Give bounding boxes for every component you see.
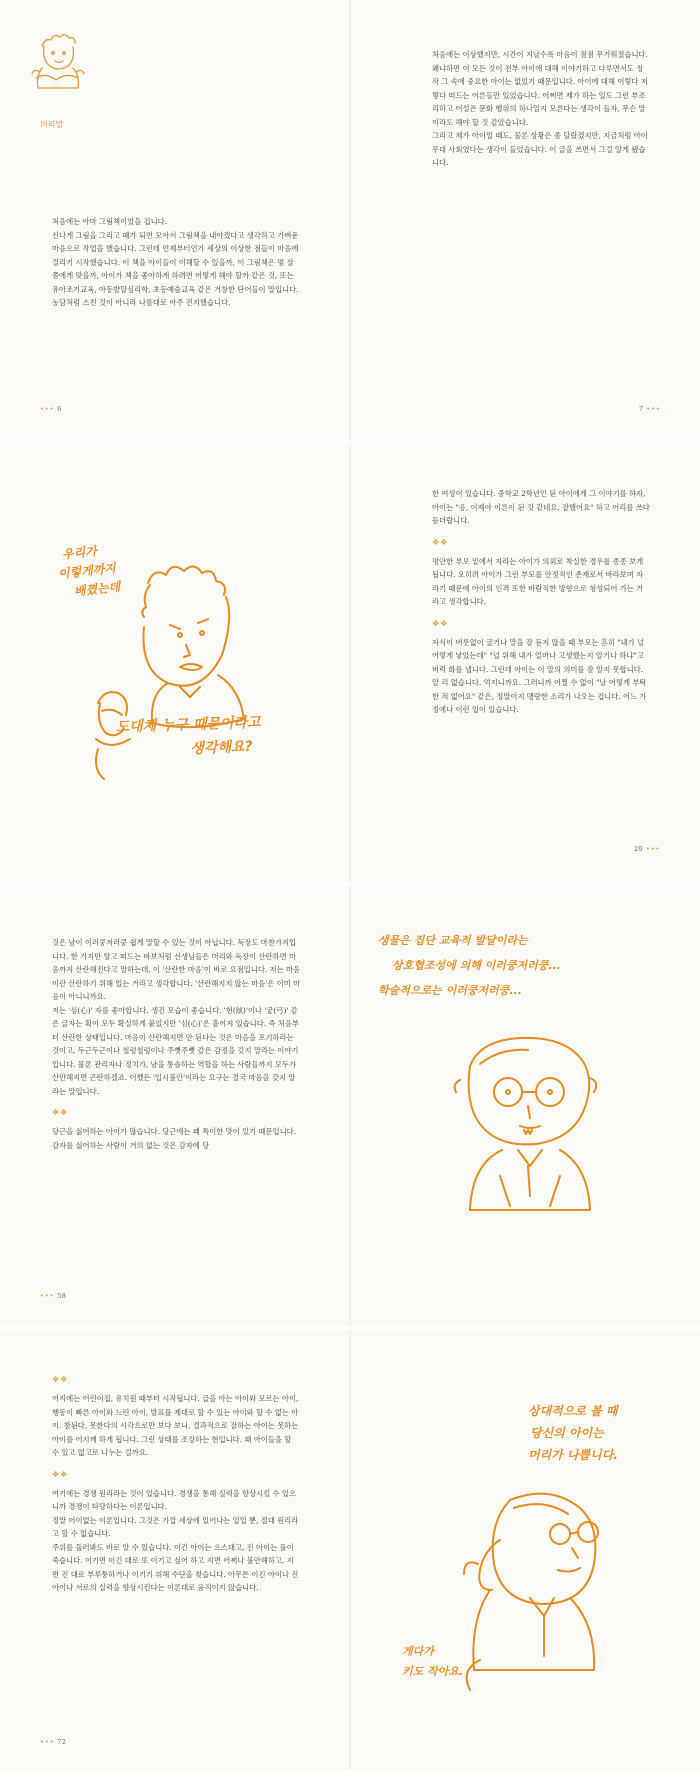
spread-preface xyxy=(0,0,700,440)
page-6 xyxy=(0,0,350,440)
illustration-page-professor xyxy=(350,886,700,1326)
section-separator: ❖❖ xyxy=(432,537,449,547)
paragraph: 신나게 그림을 그리고 때가 되면 모아서 그림책을 내야겠다고 생각하고 가벼운 마음으로 작업을 했습니다. 그런데 언제부터인가 세상의 이상한 점들이 마음에 걸리기 시작했습니다. 이 책을 아이들이 이해할 수 있을까, 이 그림책은 몇 살쯤에게 맞을까, 아이가 책을 좋아하게 하려면 어떻게 해야 할까 같은 것, 또는 유아조기교육, 아동발달심리학, 초등예술교육 같은 거창한 단어들이 말입니다. 농담처럼 스친 것이 아니라 나름대로 아주 진지했습니다. xyxy=(52,230,299,307)
paragraph: 처음에는 아마 그림책이었을 겁니다. xyxy=(52,217,168,226)
professor-illustration xyxy=(440,1026,620,1236)
handwritten-note-bottom: 도대체 누구 때문이라고 생각해요? xyxy=(115,714,261,757)
paragraph: 평안한 부모 밑에서 자라는 아이가 의외로 착실한 경우를 종종 보게 됩니다. 오히려 아이가 그런 부모를 안정적인 존재로서 바라보며 자라기 때문에 아이의 인격 또한 바람직한 방향으로 형성되어 가는 거라고 생각합니다. xyxy=(432,556,644,606)
section-separator: ❖❖ xyxy=(52,1375,69,1384)
body-text xyxy=(52,1374,300,1595)
paragraph: 자식이 버릇없이 굴거나 말을 잘 듣지 않을 때 부모는 흔히 "내가 널 어떻게 낳았는데" "널 위해 내가 얼마나 고생했는지 알기나 하냐"고 버럭 화를 냅니다. 그런데 아이는 이 말의 의미를 잘 알지 못합니다. 알 리 없습니다. 억지니까요. 그러니까 어쩔 수 없이 "날 어떻게 부탁한 적 없어요" 같은, 정말이지 맹랑한 소리가 나오는 겁니다. 어느 가정에나 이런 일이 있습니다. xyxy=(432,637,647,714)
section-separator: ❖❖ xyxy=(52,1469,69,1479)
paragraph: 저는 '심(心)' 자를 좋아합니다. 생긴 모습이 좋습니다. '현(絃)'이나 '궁(弓)' 같은 글자는 획이 모두 확실하게 붙었지만 '심(心)'은 흩어져 있습니다. 즉 처음부터 산란한 상태입니다. 마음이 산란해지면 안 된다는 것은 마음을 포기하라는 것이고, 두근두근이나 철렁철렁이나 주뼛주뼛 같은 감정을 갖지 말라는 이야기입니다. 물론 관리자나 정치가, 남을 통솔하는 역할을 하는 사람들까지 모두가 산만해지면 곤란하겠죠. 어쨌든 '입시불안'이라는 요구는 결국 마음을 갖지 말라는 말입니다. xyxy=(52,1005,299,1096)
page-number: ••• 72 xyxy=(40,1738,67,1746)
page-number: ••• 58 xyxy=(40,1292,67,1300)
page-7 xyxy=(350,0,700,440)
spread-3 xyxy=(0,886,700,1326)
preface-text-right xyxy=(432,48,650,170)
paragraph: 처음에는 이상했지만, 시간이 지날수록 마음이 점점 무거워졌습니다. xyxy=(432,50,648,59)
section-separator: ❖❖ xyxy=(52,1108,69,1117)
page-number: 29 ••• xyxy=(634,845,661,853)
body-text xyxy=(52,936,302,1152)
gutter xyxy=(349,0,351,440)
teacher-illustration xyxy=(450,1480,630,1710)
page-number: ••• 6 xyxy=(40,405,62,413)
preface-text-left xyxy=(52,215,300,310)
paragraph: 여기에는 경쟁 원리라는 것이 있습니다. 경쟁을 통해 실력을 향상시킬 수 있으니까 경쟁이 타당하다는 이론입니다. xyxy=(52,1488,297,1511)
page-72 xyxy=(0,1330,350,1770)
handwritten-note: 생물은 집단 교육적 발달이라는 상호협조성에 의해 이러쿵저러쿵... 학술적으로는 이러쿵저러쿵... xyxy=(378,934,561,997)
paragraph: 한 여성이 있습니다. 중학교 2학년인 된 아이에게 그 이야기를 하자, 아이는 "응, 이제야 이른이 된 것 같네요, 잘했어요" 하고 어리를 쓰다듬더랍니다. xyxy=(432,489,650,525)
paragraph: 정말 어이없는 이론입니다. 그것은 가깝 세상에 있어나는 일일 뿐, 절대 원리라고 할 수 없습니다. xyxy=(52,1515,299,1538)
gutter xyxy=(349,886,351,1326)
section-separator: ❖❖ xyxy=(432,618,449,628)
handwritten-note-bottom: 게다가 키도 작아요. xyxy=(402,1645,464,1678)
spread-4 xyxy=(0,1330,700,1770)
paragraph: 것은 남이 이러쿵저러쿵 쉽게 말할 수 있는 것이 아닙니다. 독장도 마찬가지입니다. 한 가지만 알고 떠드는 바보처럼 선생님들은 머리와 독장이 산란하면 마음까지 산란해진다고 말하는데, 이 '산란한 마음'이 바로 요점입니다. 저는 마음이란 산란하기 위해 있는 거라고 생각합니다. '산란해지지 않는 마음'은 이미 마음이 아니니까요. xyxy=(52,938,301,1001)
illustration-page-teacher xyxy=(350,1330,700,1770)
spread-2 xyxy=(0,443,700,883)
page-number: 7 ••• xyxy=(639,405,661,413)
illustration-page-parents xyxy=(0,443,350,883)
paragraph: 당근을 싫어하는 아이가 많습니다. 당근에는 꽤 특이한 맛이 있기 때문입니다. 감자를 싫어하는 사람이 거의 없는 것은 감자에 당 xyxy=(52,1127,297,1150)
body-text xyxy=(432,487,650,717)
chapter-title: 머리말 xyxy=(40,120,64,129)
paragraph: 그리고 제가 아이일 때도, 물론 상황은 좀 달랐겠지만, 지금처럼 아이 무대 사회였다는 생각이 들었습니다. 이 글을 쓰면서 그걸 알게 됐습니다. xyxy=(432,131,648,167)
page-58 xyxy=(0,886,350,1326)
reading-child-illustration xyxy=(28,28,88,100)
gutter xyxy=(349,443,351,883)
paragraph: 왜냐하면 이 모든 것이 전부 아이에 대해 이야기하고 다루면서도 정작 그 속에 중요한 아이는 없었기 때문입니다. 아이에 대해 이렇다 저렇다 떠드는 어른들만 있었습니다. 어쩌면 제가 하는 일도 그런 부조리하고 어설픈 문화 행위의 하나일지 모른다는 생각이 들자, 무슨 말이라도 해야 할 것 같았습니다. xyxy=(432,63,648,127)
handwritten-note-top: 우리가 이렇게까지 배꼈는데 xyxy=(57,544,121,599)
page-29 xyxy=(350,443,700,883)
paragraph: 어지에는 어린이집, 유치원 때부터 시작됩니다. 급을 아는 아이와 모르는 아이, 행동이 빠른 아이와 느린 아이, 발표를 제대로 할 수 있는 아이와 할 수 없는 아이. 참된다, 못한다의 시각으로만 보다 보니, 결과적으로 잘하는 아이는 못하는 아이를 어지께 하게 됩니다. 그런 상태를 조장하는 현입니다. 왜 아이들을 할 수 있고 없고로 나누는 걸까요. xyxy=(52,1394,299,1457)
paragraph: 주위를 둘러봐도 바로 알 수 있습니다. 이긴 아이는 으스대고, 진 아이는 풀이 죽습니다. 이기면 이긴 대로 또 이기고 싶어 하고 지면 어쩌나 불안해하고, 지면 진 대로 부루퉁하거나 이기기 위해 수단을 찾습니다. 아무튼 이긴 아이나 진 아이나 서로의 실력을 향상시킨다는 이론대로 움직이지 않습니다. xyxy=(52,1542,299,1592)
handwritten-note-top: 상대적으로 볼 때 당신의 아이는 머리가 나쁩니다. xyxy=(528,1404,618,1462)
gutter xyxy=(349,1330,351,1770)
